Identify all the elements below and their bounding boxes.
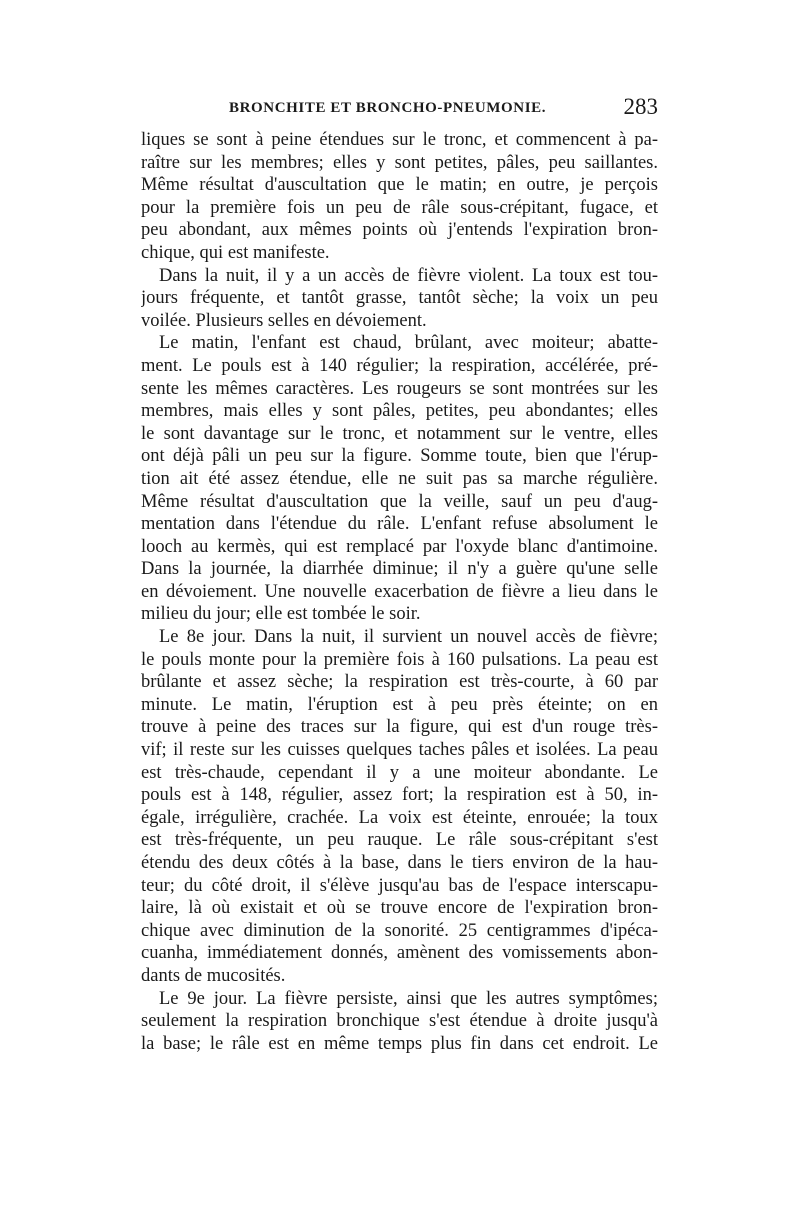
text-line: jours fréquente, et tantôt grasse, tantôt sèche; la voix un peu (141, 288, 658, 309)
text-line: teur; du côté droit, il s'élève jusqu'au bas de l'espace interscapu- (141, 875, 658, 896)
text-line: membres, mais elles y sont pâles, petites, peu abondantes; elles (141, 401, 658, 422)
text-line: chique avec diminution de la sonorité. 25 centigrammes d'ipéca- (141, 920, 658, 941)
text-line: dants de mucosités. (141, 965, 286, 986)
text-line: trouve à peine des traces sur la figure, qui est d'un rouge très- (141, 717, 658, 738)
text-line: voilée. Plusieurs selles en dévoiement. (141, 310, 427, 331)
page-number: 283 (623, 94, 658, 119)
text-line: est très-fréquente, un peu rauque. Le râle sous-crépitant s'est (141, 830, 658, 851)
text-line: tion ait été assez étendue, elle ne suit pas sa marche régulière. (141, 468, 658, 489)
body-text (141, 129, 658, 1055)
text-line: Même résultat d'auscultation que le matin; en outre, je perçois (141, 175, 658, 196)
text-line: cuanha, immédiatement donnés, amènent des vomissements abon- (141, 943, 658, 964)
text-line: minute. Le matin, l'éruption est à peu près éteinte; on en (141, 694, 658, 715)
running-title: BRONCHITE ET BRONCHO-PNEUMONIE. (229, 100, 547, 116)
text-line: looch au kermès, qui est remplacé par l'oxyde blanc d'antimoine. (141, 536, 658, 557)
text-line: étendu des deux côtés à la base, dans le tiers environ de la hau- (141, 853, 658, 873)
text-line: seulement la respiration bronchique s'est étendue à droite jusqu'à (141, 1011, 658, 1032)
text-line: le pouls monte pour la première fois à 160 pulsations. La peau est (141, 649, 658, 670)
text-line: Dans la nuit, il y a un accès de fièvre violent. La toux est tou- (159, 265, 658, 286)
text-line: brûlante et assez sèche; la respiration est très-courte, à 60 par (141, 672, 658, 693)
text-line: Le 8e jour. Dans la nuit, il survient un nouvel accès de fièvre; (159, 627, 658, 648)
text-line: milieu du jour; elle est tombée le soir. (141, 604, 421, 625)
text-line: chique, qui est manifeste. (141, 242, 330, 263)
text-line: est très-chaude, cependant il y a une moiteur abondante. Le (141, 762, 658, 783)
text-line: ont déjà pâli un peu sur la figure. Somme toute, bien que l'érup- (141, 446, 658, 467)
text-line: liques se sont à peine étendues sur le tronc, et commencent à pa- (141, 130, 658, 150)
text-line: en dévoiement. Une nouvelle exacerbation de fièvre a lieu dans le (141, 581, 658, 602)
text-line: sente les mêmes caractères. Les rougeurs se sont montrées sur les (141, 378, 658, 399)
text-line: raître sur les membres; elles y sont petites, pâles, peu saillantes. (141, 152, 658, 173)
text-line: la base; le râle est en même temps plus fin dans cet endroit. Le (141, 1033, 658, 1054)
text-line: pour la première fois un peu de râle sous-crépitant, fugace, et (141, 197, 658, 218)
text-line: Le 9e jour. La fièvre persiste, ainsi que les autres symptômes; (159, 988, 658, 1009)
text-line: égale, irrégulière, crachée. La voix est éteinte, enrouée; la toux (141, 807, 658, 828)
text-line: Le matin, l'enfant est chaud, brûlant, avec moiteur; abatte- (159, 333, 658, 354)
text-line: ment. Le pouls est à 140 régulier; la respiration, accélérée, pré- (141, 355, 658, 376)
text-line: mentation dans l'étendue du râle. L'enfant refuse absolument le (141, 514, 658, 535)
text-line: laire, là où existait et où se trouve encore de l'expiration bron- (141, 898, 658, 919)
text-line: vif; il reste sur les cuisses quelques taches pâles et isolées. La peau (141, 740, 658, 761)
text-line: peu abondant, aux mêmes points où j'entends l'expiration bron- (141, 220, 658, 241)
text-line: Même résultat d'auscultation que la veille, sauf un peu d'aug- (141, 491, 658, 512)
text-line: le sont davantage sur le tronc, et notamment sur le ventre, elles (141, 423, 658, 444)
text-line: pouls est à 148, régulier, assez fort; la respiration est à 50, in- (141, 785, 658, 806)
running-head (141, 94, 658, 126)
text-line: Dans la journée, la diarrhée diminue; il n'y a guère qu'une selle (141, 559, 658, 580)
